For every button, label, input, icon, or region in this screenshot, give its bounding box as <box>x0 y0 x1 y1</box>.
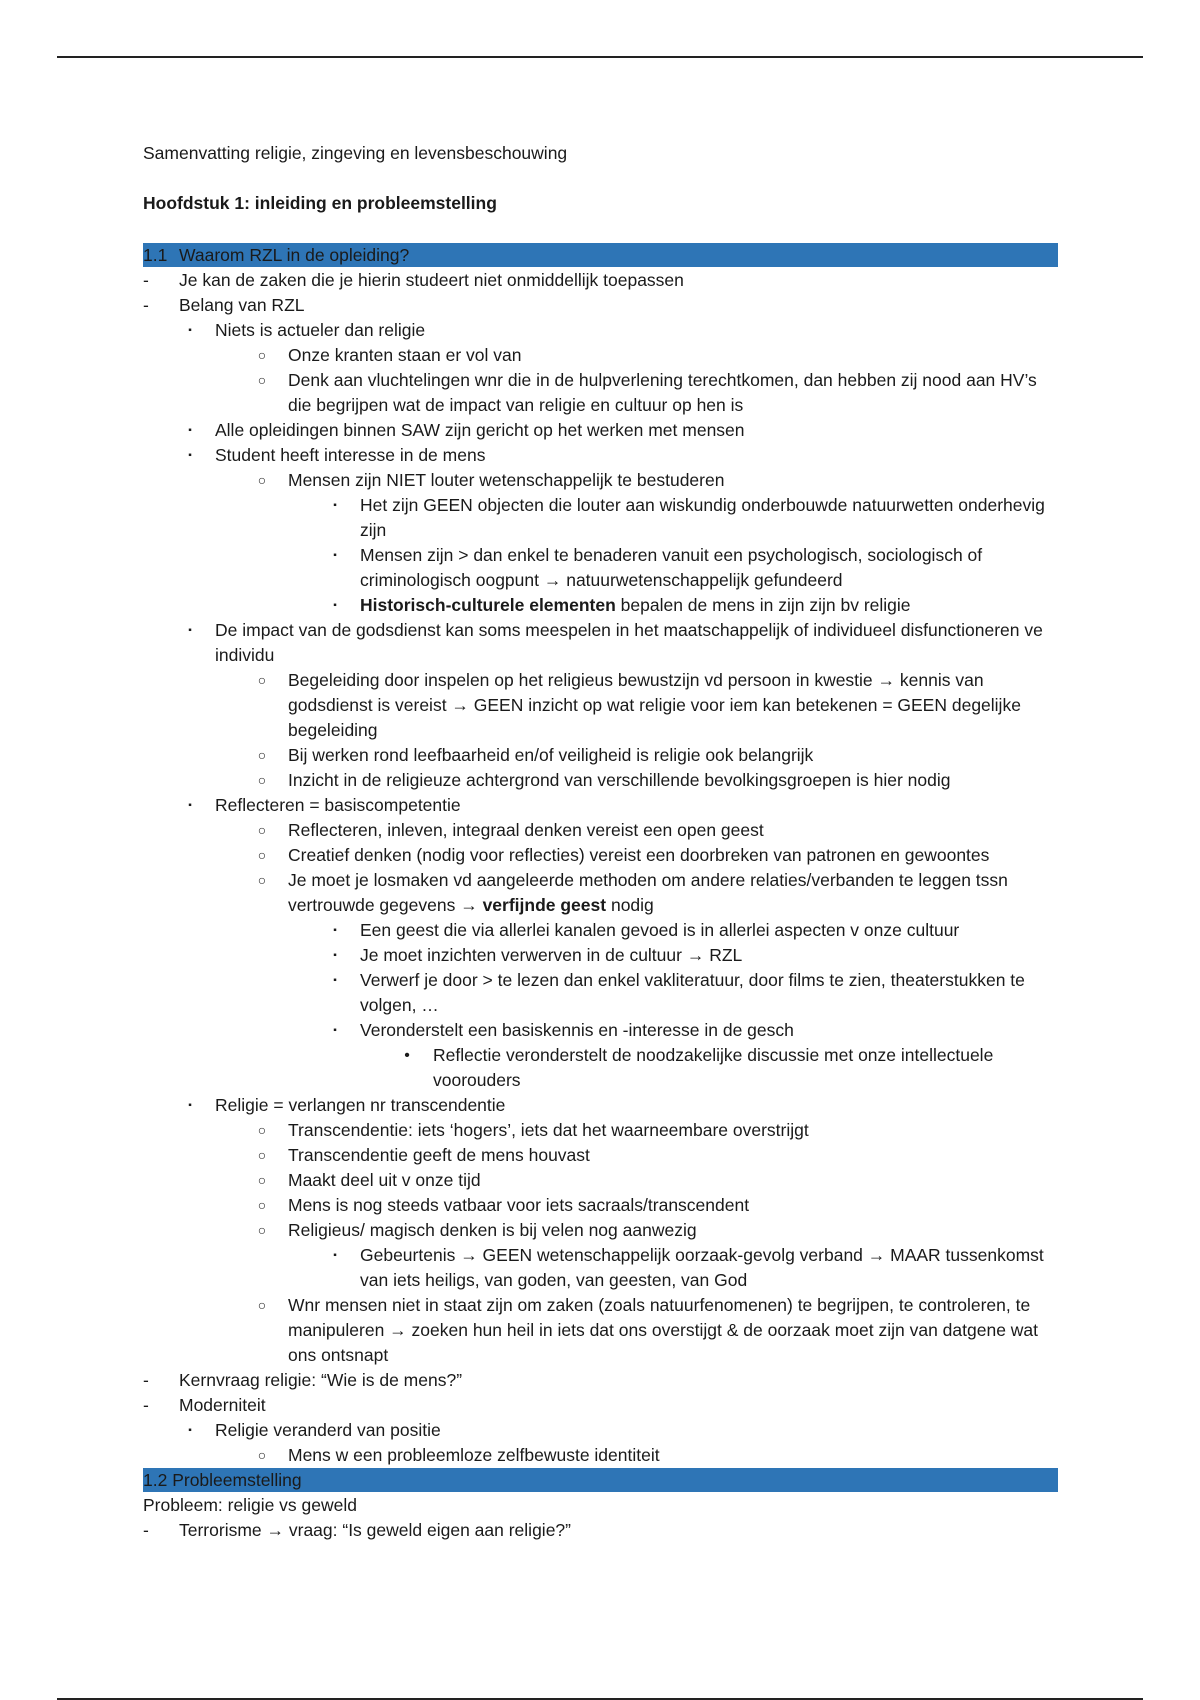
list-item: - Moderniteit <box>143 1393 1058 1418</box>
circle-bullet: ○ <box>257 1197 267 1213</box>
square-bullet: ▪ <box>333 950 337 961</box>
list-item: ○ Begeleiding door inspelen op het religieus bewustzijn vd persoon in kwestie → kennis van godsdienst is vereist → GEEN inzicht op wat religie voor iem kan betekenen = GEEN degelijke begeleiding <box>143 668 1058 743</box>
list-item: ▪ Religie = verlangen nr transcendentie <box>143 1093 1058 1118</box>
list-item: ○ Inzicht in de religieuze achtergrond van verschillende bevolkingsgroepen is hier nodig <box>143 768 1058 793</box>
square-bullet: ▪ <box>188 450 192 461</box>
circle-bullet: ○ <box>257 472 267 488</box>
document-title: Samenvatting religie, zingeving en levensbeschouwing <box>143 143 568 163</box>
list-item: ○ Mens is nog steeds vatbaar voor iets sacraals/transcendent <box>143 1193 1058 1218</box>
list-item: ○ Religieus/ magisch denken is bij velen nog aanwezig <box>143 1218 1058 1243</box>
section-title: Waarom RZL in de opleiding? <box>179 245 410 265</box>
square-bullet: ▪ <box>188 625 192 636</box>
bold-term: verfijnde geest <box>482 895 607 915</box>
square-bullet: ▪ <box>333 600 337 611</box>
circle-bullet: ○ <box>257 1172 267 1188</box>
square-bullet: ▪ <box>333 925 337 936</box>
square-bullet: ▪ <box>188 800 192 811</box>
list-item: ○ Denk aan vluchtelingen wnr die in de hulpverlening terechtkomen, dan hebben zij nood aan HV’s die begrijpen wat de impact van religie en cultuur op hen is <box>143 368 1058 418</box>
list-item: ○ Transcendentie geeft de mens houvast <box>143 1143 1058 1168</box>
list-item: ▪ Alle opleidingen binnen SAW zijn gericht op het werken met mensen <box>143 418 1058 443</box>
list-item: ○ Je moet je losmaken vd aangeleerde methoden om andere relaties/verbanden te leggen tssn vertrouwde gegevens → verfijnde geest nodig <box>143 868 1058 918</box>
list-item: ▪ Je moet inzichten verwerven in de cultuur → RZL <box>143 943 1058 968</box>
list-item: ▪ Student heeft interesse in de mens <box>143 443 1058 468</box>
list-item: ○ Bij werken rond leefbaarheid en/of veiligheid is religie ook belangrijk <box>143 743 1058 768</box>
list-item: ○ Wnr mensen niet in staat zijn om zaken (zoals natuurfenomenen) te begrijpen, te controleren, te manipuleren → zoeken hun heil in iets dat ons overstijgt & de oorzaak moet zijn van datgene wat ons ontsnapt <box>143 1293 1058 1368</box>
square-bullet: ▪ <box>188 425 192 436</box>
list-item: ▪ Reflecteren = basiscompetentie <box>143 793 1058 818</box>
section-number: 1.1 <box>143 245 168 265</box>
list-item: - Terrorisme → vraag: “Is geweld eigen aan religie?” <box>143 1518 1058 1543</box>
list-item: ○ Reflecteren, inleven, integraal denken vereist een open geest <box>143 818 1058 843</box>
square-bullet: ▪ <box>333 550 337 561</box>
circle-bullet: ○ <box>257 872 267 888</box>
section-heading-1-1 <box>143 243 1058 267</box>
circle-bullet: ○ <box>257 822 267 838</box>
list-item: • Reflectie veronderstelt de noodzakelijke discussie met onze intellectuele voorouders <box>143 1043 1058 1093</box>
circle-bullet: ○ <box>257 1222 267 1238</box>
dash-bullet: - <box>143 1395 149 1415</box>
circle-bullet: ○ <box>257 847 267 863</box>
circle-bullet: ○ <box>257 672 267 688</box>
list-item: ○ Maakt deel uit v onze tijd <box>143 1168 1058 1193</box>
list-item: ▪ Een geest die via allerlei kanalen gevoed is in allerlei aspecten v onze cultuur <box>143 918 1058 943</box>
square-bullet: ▪ <box>333 1025 337 1036</box>
header-rule <box>57 56 1143 58</box>
list-item: ▪ Mensen zijn > dan enkel te benaderen vanuit een psychologisch, sociologisch of criminologisch oogpunt → natuurwetenschappelijk gefundeerd <box>143 543 1058 593</box>
square-bullet: ▪ <box>188 325 192 336</box>
dash-bullet: - <box>143 295 149 315</box>
list-item: ▪ Veronderstelt een basiskennis en -interesse in de gesch <box>143 1018 1058 1043</box>
square-bullet: ▪ <box>333 1250 337 1261</box>
list-item: ○ Onze kranten staan er vol van <box>143 343 1058 368</box>
square-bullet: ▪ <box>188 1100 192 1111</box>
list-item: - Kernvraag religie: “Wie is de mens?” <box>143 1368 1058 1393</box>
chapter-heading: Hoofdstuk 1: inleiding en probleemstelling <box>143 193 497 213</box>
list-item: ○ Mensen zijn NIET louter wetenschappelijk te bestuderen <box>143 468 1058 493</box>
circle-bullet: ○ <box>257 1147 267 1163</box>
circle-bullet: ○ <box>257 1297 267 1313</box>
paragraph: Probleem: religie vs geweld <box>143 1495 357 1515</box>
square-bullet: ▪ <box>333 975 337 986</box>
list-item: ▪ Het zijn GEEN objecten die louter aan wiskundig onderbouwde natuurwetten onderhevig zijn <box>143 493 1058 543</box>
section-heading-1-2 <box>143 1468 1058 1492</box>
list-item: ▪ Historisch-culturele elementen bepalen de mens in zijn zijn bv religie <box>143 593 1058 618</box>
list-item: ▪ Niets is actueler dan religie <box>143 318 1058 343</box>
dash-bullet: - <box>143 270 149 290</box>
list-item: - Je kan de zaken die je hierin studeert niet onmiddellijk toepassen <box>143 268 1058 293</box>
list-item: ○ Creatief denken (nodig voor reflecties) vereist een doorbreken van patronen en gewoontes <box>143 843 1058 868</box>
list-item: ○ Transcendentie: iets ‘hogers’, iets dat het waarneembare overstrijgt <box>143 1118 1058 1143</box>
dash-bullet: - <box>143 1520 149 1540</box>
circle-bullet: ○ <box>257 747 267 763</box>
list-item: ▪ De impact van de godsdienst kan soms meespelen in het maatschappelijk of individueel disfunctioneren ve individu <box>143 618 1058 668</box>
square-bullet: ▪ <box>188 1425 192 1436</box>
list-item: ▪ Gebeurtenis → GEEN wetenschappelijk oorzaak-gevolg verband → MAAR tussenkomst van iets heiligs, van goden, van geesten, van God <box>143 1243 1058 1293</box>
circle-bullet: ○ <box>257 1122 267 1138</box>
bold-term: Historisch-culturele elementen <box>360 595 616 615</box>
dash-bullet: - <box>143 1370 149 1390</box>
section-title: 1.2 Probleemstelling <box>143 1470 302 1490</box>
circle-bullet: ○ <box>257 372 267 388</box>
list-item: - Belang van RZL <box>143 293 1058 318</box>
document-body <box>143 243 1058 1543</box>
dot-bullet: • <box>404 1047 410 1064</box>
circle-bullet: ○ <box>257 1447 267 1463</box>
list-item: ▪ Religie veranderd van positie <box>143 1418 1058 1443</box>
circle-bullet: ○ <box>257 772 267 788</box>
square-bullet: ▪ <box>333 500 337 511</box>
circle-bullet: ○ <box>257 347 267 363</box>
list-item: ▪ Verwerf je door > te lezen dan enkel vakliteratuur, door films te zien, theaterstukken te volgen, … <box>143 968 1058 1018</box>
list-item: ○ Mens w een probleemloze zelfbewuste identiteit <box>143 1443 1058 1468</box>
